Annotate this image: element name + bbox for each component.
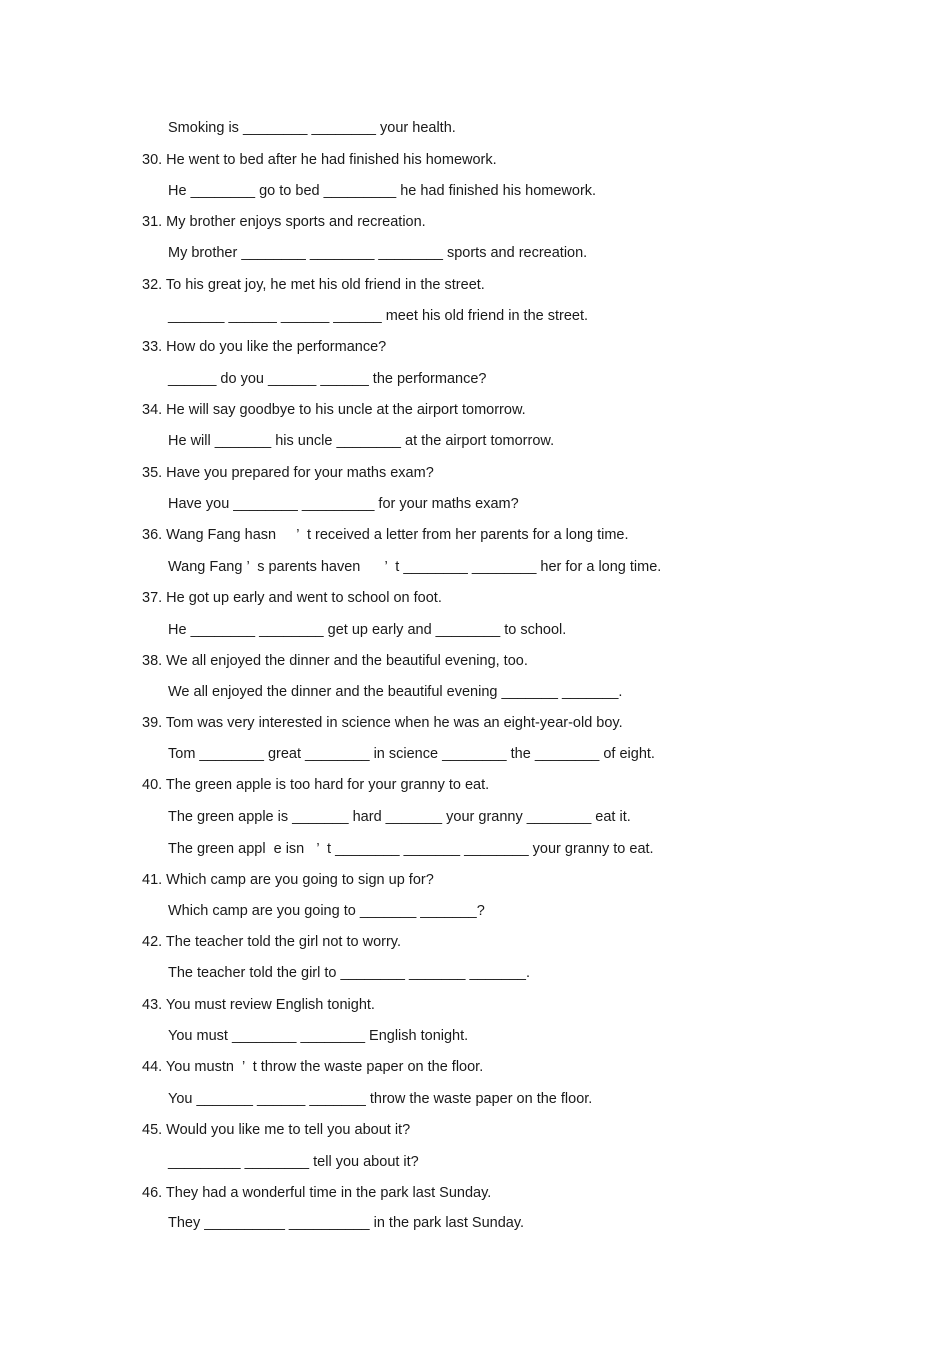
question-31: 31. My brother enjoys sports and recreation. bbox=[142, 214, 426, 230]
question-38: 38. We all enjoyed the dinner and the beautiful evening, too. bbox=[142, 653, 528, 669]
answer-line-37: He ________ ________ get up early and ________ to school. bbox=[168, 622, 567, 638]
question-39: 39. Tom was very interested in science when he was an eight-year-old boy. bbox=[142, 715, 623, 731]
answer-line-32: _______ ______ ______ ______ meet his old friend in the street. bbox=[168, 308, 589, 324]
answer-line-41: Which camp are you going to _______ _______? bbox=[168, 903, 485, 919]
question-43: 43. You must review English tonight. bbox=[142, 997, 375, 1013]
question-41: 41. Which camp are you going to sign up for? bbox=[142, 872, 434, 888]
question-42: 42. The teacher told the girl not to worry. bbox=[142, 934, 401, 950]
answer-line-38: We all enjoyed the dinner and the beautiful evening _______ _______. bbox=[168, 684, 623, 700]
question-46: 46. They had a wonderful time in the park last Sunday. bbox=[142, 1185, 492, 1201]
answer-line-31: My brother ________ ________ ________ sports and recreation. bbox=[168, 245, 588, 261]
question-33: 33. How do you like the performance? bbox=[142, 339, 387, 355]
answer-line-45: _________ ________ tell you about it? bbox=[168, 1154, 419, 1170]
answer-line-29: Smoking is ________ ________ your health. bbox=[168, 120, 456, 136]
question-44: 44. You mustn ’ t throw the waste paper on the floor. bbox=[142, 1059, 484, 1075]
answer-line-30: He ________ go to bed _________ he had finished his homework. bbox=[168, 183, 597, 199]
answer-line-46: They __________ __________ in the park last Sunday. bbox=[168, 1215, 525, 1231]
answer-line-43: You must ________ ________ English tonight. bbox=[168, 1028, 469, 1044]
answer-line-39: Tom ________ great ________ in science ________ the ________ of eight. bbox=[168, 746, 655, 762]
question-32: 32. To his great joy, he met his old friend in the street. bbox=[142, 277, 485, 293]
answer-line-36: Wang Fang ’ s parents haven ’ t ________ ________ her for a long time. bbox=[168, 559, 662, 575]
answer-line-40b: The green appl e isn ’ t ________ _______ ________ your granny to eat. bbox=[168, 841, 654, 857]
answer-line-40a: The green apple is _______ hard _______ your granny ________ eat it. bbox=[168, 809, 631, 825]
answer-line-42: The teacher told the girl to ________ _______ _______. bbox=[168, 965, 530, 981]
answer-line-44: You _______ ______ _______ throw the waste paper on the floor. bbox=[168, 1091, 593, 1107]
question-36: 36. Wang Fang hasn ’ t received a letter from her parents for a long time. bbox=[142, 527, 629, 543]
answer-line-35: Have you ________ _________ for your maths exam? bbox=[168, 496, 519, 512]
question-34: 34. He will say goodbye to his uncle at the airport tomorrow. bbox=[142, 402, 526, 418]
answer-line-33: ______ do you ______ ______ the performance? bbox=[168, 371, 487, 387]
question-45: 45. Would you like me to tell you about it? bbox=[142, 1122, 411, 1138]
question-40: 40. The green apple is too hard for your granny to eat. bbox=[142, 777, 490, 793]
question-35: 35. Have you prepared for your maths exam? bbox=[142, 465, 434, 481]
answer-line-34: He will _______ his uncle ________ at the airport tomorrow. bbox=[168, 433, 555, 449]
question-30: 30. He went to bed after he had finished his homework. bbox=[142, 152, 497, 168]
question-37: 37. He got up early and went to school on foot. bbox=[142, 590, 442, 606]
